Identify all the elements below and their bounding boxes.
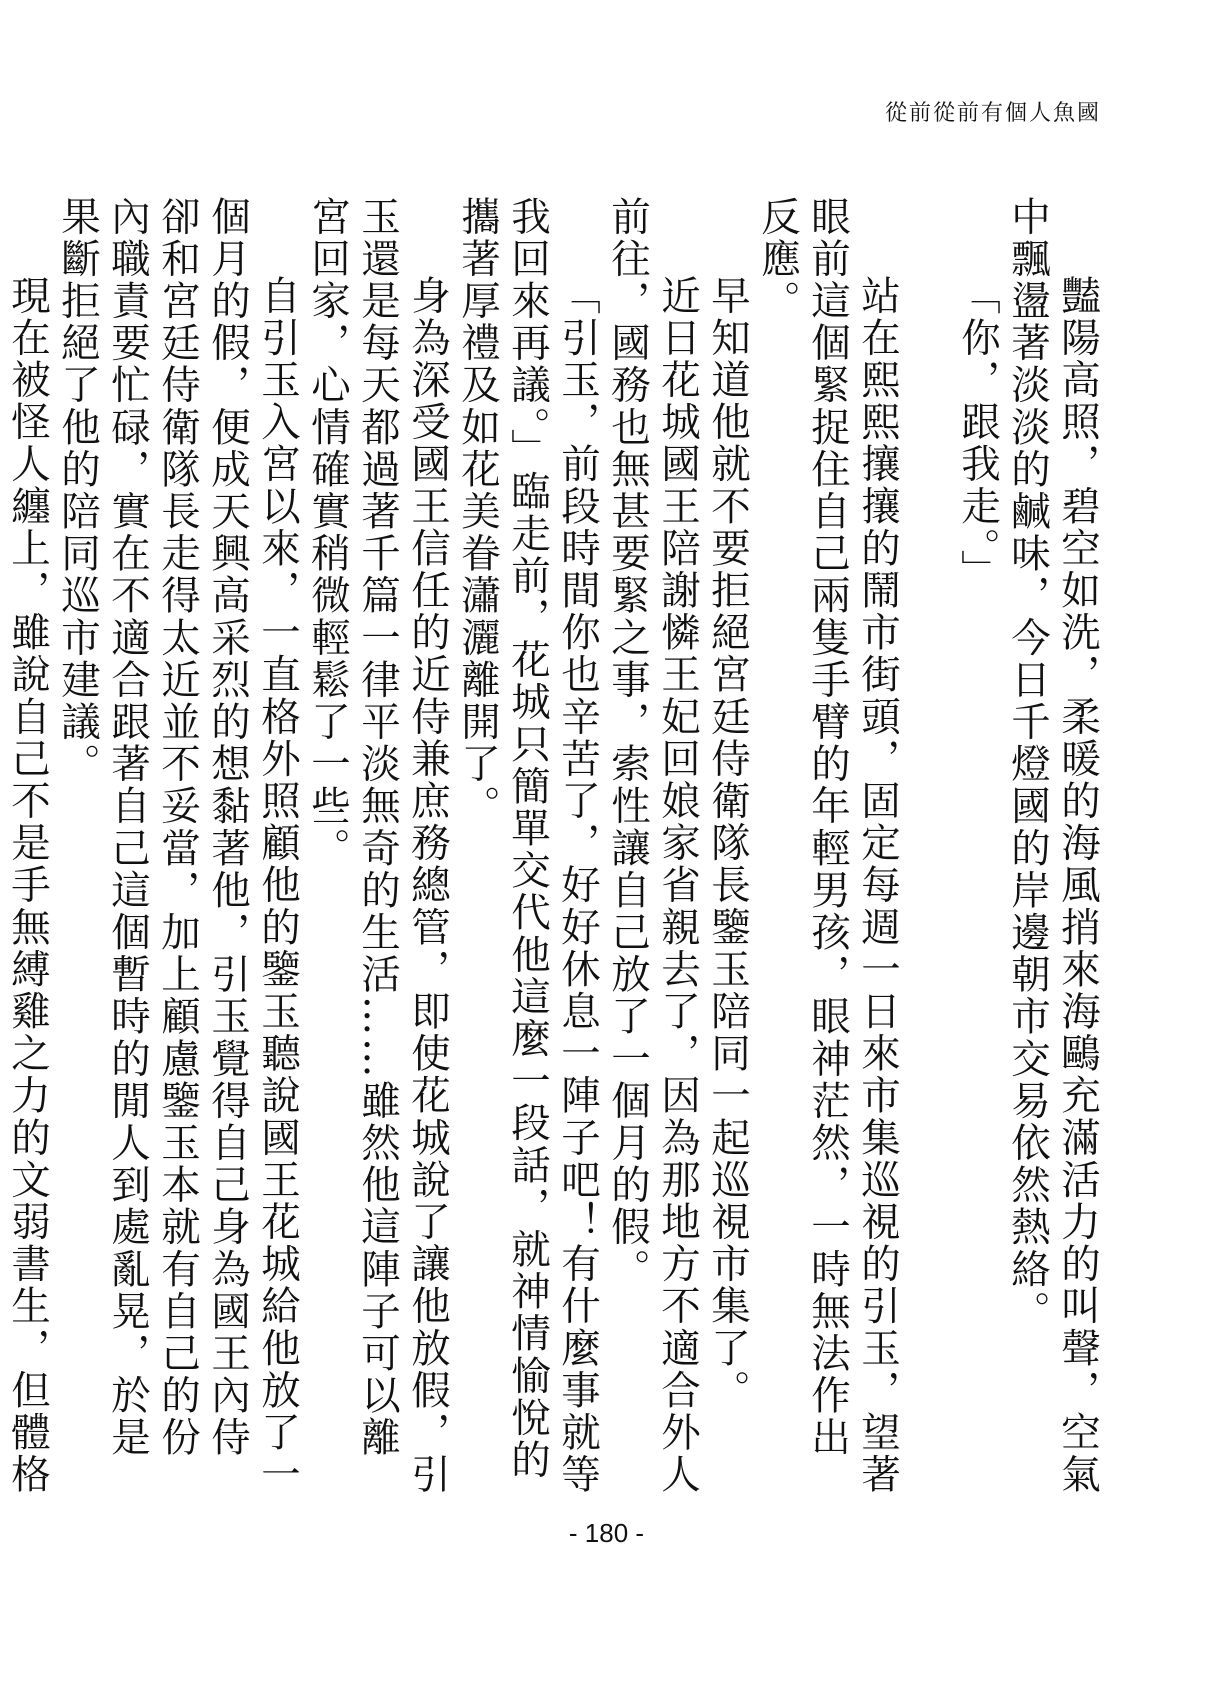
paragraph-5: 近日花城國王陪謝憐王妃回娘家省親去了，因為那地方不適合外人前往，國務也無甚要緊之事，索性讓自己放了一個月的假。 — [605, 196, 701, 1496]
paragraph-1: 豔陽高照，碧空如洗，柔暖的海風捎來海鷗充滿活力的叫聲，空氣中飄盪著淡淡的鹹味，今日千燈國的岸邊朝市交易依然熱絡。 — [1005, 196, 1101, 1496]
paragraph-3: 站在熙熙攘攘的鬧市街頭，固定每週一日來市集巡視的引玉，望著眼前這個緊捉住自己兩隻手臂的年輕男孩，眼神茫然，一時無法作出反應。 — [755, 196, 901, 1496]
paragraph-2: 「你，跟我走。」 — [955, 275, 1001, 593]
paragraph-9: 現在被怪人纏上，雖說自己不是手無縛雞之力的文弱書生，但體格 — [5, 275, 51, 1496]
paragraph-8: 自引玉入宮以來，一直格外照顧他的鑒玉聽說國王花城給他放了一個月的假，便成天興高采烈的想黏著他，引玉覺得自己身為國王內侍卻和宮廷侍衛隊長走得太近並不妥當，加上顧慮鑒玉本就有自己的份內職責要忙碌，實在不適合跟著自己這個暫時的閒人到處亂晃，於是果斷拒絕了他的陪同巡市建議。 — [55, 196, 301, 1496]
page-number: - 180 - — [568, 1518, 645, 1548]
paragraph-6: 「引玉，前段時間你也辛苦了，好好休息一陣子吧！有什麼事就等我回來再議。」臨走前，花城只簡單交代他這麼一段話，就神情愉悅的攜著厚禮及如花美眷瀟灑離開了。 — [455, 196, 601, 1496]
running-header: 從前從前有個人魚國 — [884, 101, 1101, 126]
paragraph-7: 身為深受國王信任的近侍兼庶務總管，即使花城說了讓他放假，引玉還是每天都過著千篇一律平淡無奇的生活……雖然他這陣子可以離宮回家，心情確實稍微輕鬆了一些。 — [305, 196, 451, 1496]
paragraph-4: 早知道他就不要拒絕宮廷侍衛隊長鑒玉陪同一起巡視市集了。 — [705, 275, 751, 1412]
body-text — [5, 196, 1103, 1496]
